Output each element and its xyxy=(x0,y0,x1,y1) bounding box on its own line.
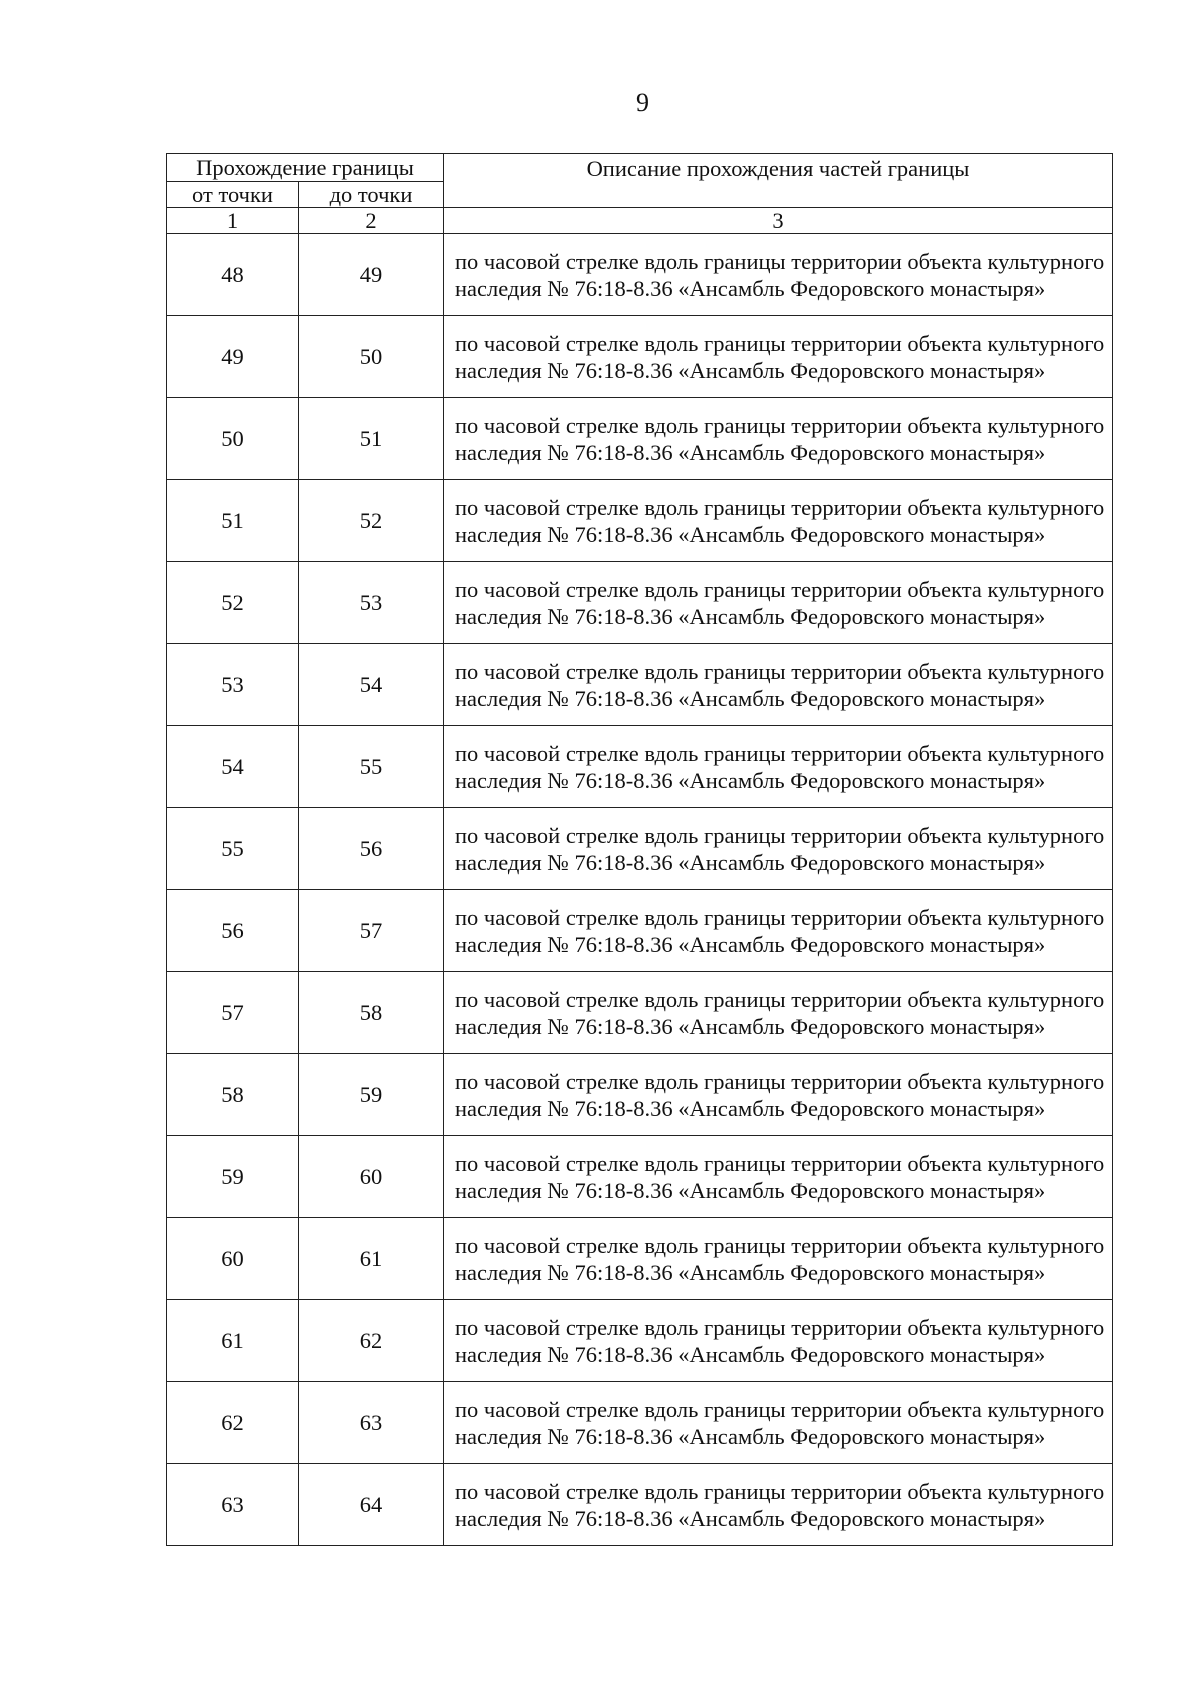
description-cell: по часовой стрелке вдоль границы территории объекта культурного наследия № 76:18-8.36 «Ансамбль Федоровского монастыря» xyxy=(444,1054,1113,1136)
table-row xyxy=(167,644,1113,726)
from-point-cell: 54 xyxy=(167,726,299,808)
description-cell: по часовой стрелке вдоль границы территории объекта культурного наследия № 76:18-8.36 «Ансамбль Федоровского монастыря» xyxy=(444,316,1113,398)
from-point-cell: 58 xyxy=(167,1054,299,1136)
description-cell: по часовой стрелке вдоль границы территории объекта культурного наследия № 76:18-8.36 «Ансамбль Федоровского монастыря» xyxy=(444,1300,1113,1382)
table-row xyxy=(167,1136,1113,1218)
description-cell: по часовой стрелке вдоль границы территории объекта культурного наследия № 76:18-8.36 «Ансамбль Федоровского монастыря» xyxy=(444,1218,1113,1300)
from-point-cell: 61 xyxy=(167,1300,299,1382)
to-point-cell: 56 xyxy=(299,808,444,890)
description-cell: по часовой стрелке вдоль границы территории объекта культурного наследия № 76:18-8.36 «Ансамбль Федоровского монастыря» xyxy=(444,808,1113,890)
from-point-cell: 55 xyxy=(167,808,299,890)
table-row xyxy=(167,234,1113,316)
from-point-cell: 63 xyxy=(167,1464,299,1546)
table-row xyxy=(167,316,1113,398)
table-row xyxy=(167,726,1113,808)
boundary-table-body xyxy=(167,154,1113,1546)
to-point-cell: 53 xyxy=(299,562,444,644)
to-point-cell: 60 xyxy=(299,1136,444,1218)
column-number-1: 1 xyxy=(167,208,299,234)
boundary-table xyxy=(166,153,1113,1546)
description-cell: по часовой стрелке вдоль границы территории объекта культурного наследия № 76:18-8.36 «Ансамбль Федоровского монастыря» xyxy=(444,1464,1113,1546)
table-row xyxy=(167,1464,1113,1546)
table-row xyxy=(167,480,1113,562)
description-cell: по часовой стрелке вдоль границы территории объекта культурного наследия № 76:18-8.36 «Ансамбль Федоровского монастыря» xyxy=(444,1136,1113,1218)
from-point-cell: 48 xyxy=(167,234,299,316)
description-cell: по часовой стрелке вдоль границы территории объекта культурного наследия № 76:18-8.36 «Ансамбль Федоровского монастыря» xyxy=(444,234,1113,316)
table-row xyxy=(167,1382,1113,1464)
description-cell: по часовой стрелке вдоль границы территории объекта культурного наследия № 76:18-8.36 «Ансамбль Федоровского монастыря» xyxy=(444,562,1113,644)
from-point-cell: 51 xyxy=(167,480,299,562)
description-cell: по часовой стрелке вдоль границы территории объекта культурного наследия № 76:18-8.36 «Ансамбль Федоровского монастыря» xyxy=(444,1382,1113,1464)
header-description: Описание прохождения частей границы xyxy=(444,154,1113,208)
table-row xyxy=(167,562,1113,644)
to-point-cell: 62 xyxy=(299,1300,444,1382)
to-point-cell: 50 xyxy=(299,316,444,398)
header-to-point: до точки xyxy=(299,182,444,208)
table-row xyxy=(167,1300,1113,1382)
from-point-cell: 60 xyxy=(167,1218,299,1300)
to-point-cell: 58 xyxy=(299,972,444,1054)
table-row xyxy=(167,1054,1113,1136)
from-point-cell: 57 xyxy=(167,972,299,1054)
description-cell: по часовой стрелке вдоль границы территории объекта культурного наследия № 76:18-8.36 «Ансамбль Федоровского монастыря» xyxy=(444,398,1113,480)
header-from-point: от точки xyxy=(167,182,299,208)
column-number-3: 3 xyxy=(444,208,1113,234)
to-point-cell: 54 xyxy=(299,644,444,726)
table-row xyxy=(167,1218,1113,1300)
table-row xyxy=(167,398,1113,480)
table-row xyxy=(167,890,1113,972)
description-cell: по часовой стрелке вдоль границы территории объекта культурного наследия № 76:18-8.36 «Ансамбль Федоровского монастыря» xyxy=(444,726,1113,808)
description-cell: по часовой стрелке вдоль границы территории объекта культурного наследия № 76:18-8.36 «Ансамбль Федоровского монастыря» xyxy=(444,890,1113,972)
from-point-cell: 53 xyxy=(167,644,299,726)
description-cell: по часовой стрелке вдоль границы территории объекта культурного наследия № 76:18-8.36 «Ансамбль Федоровского монастыря» xyxy=(444,972,1113,1054)
to-point-cell: 64 xyxy=(299,1464,444,1546)
from-point-cell: 52 xyxy=(167,562,299,644)
table-row xyxy=(167,972,1113,1054)
description-cell: по часовой стрелке вдоль границы территории объекта культурного наследия № 76:18-8.36 «Ансамбль Федоровского монастыря» xyxy=(444,480,1113,562)
to-point-cell: 52 xyxy=(299,480,444,562)
to-point-cell: 57 xyxy=(299,890,444,972)
page-number: 9 xyxy=(636,88,649,117)
to-point-cell: 55 xyxy=(299,726,444,808)
from-point-cell: 50 xyxy=(167,398,299,480)
from-point-cell: 62 xyxy=(167,1382,299,1464)
column-number-row xyxy=(167,208,1113,234)
description-cell: по часовой стрелке вдоль границы территории объекта культурного наследия № 76:18-8.36 «Ансамбль Федоровского монастыря» xyxy=(444,644,1113,726)
to-point-cell: 61 xyxy=(299,1218,444,1300)
header-boundary-passage: Прохождение границы xyxy=(167,154,444,182)
to-point-cell: 49 xyxy=(299,234,444,316)
column-number-2: 2 xyxy=(299,208,444,234)
from-point-cell: 49 xyxy=(167,316,299,398)
header-row-main xyxy=(167,154,1113,182)
from-point-cell: 59 xyxy=(167,1136,299,1218)
to-point-cell: 59 xyxy=(299,1054,444,1136)
table-row xyxy=(167,808,1113,890)
to-point-cell: 63 xyxy=(299,1382,444,1464)
from-point-cell: 56 xyxy=(167,890,299,972)
to-point-cell: 51 xyxy=(299,398,444,480)
